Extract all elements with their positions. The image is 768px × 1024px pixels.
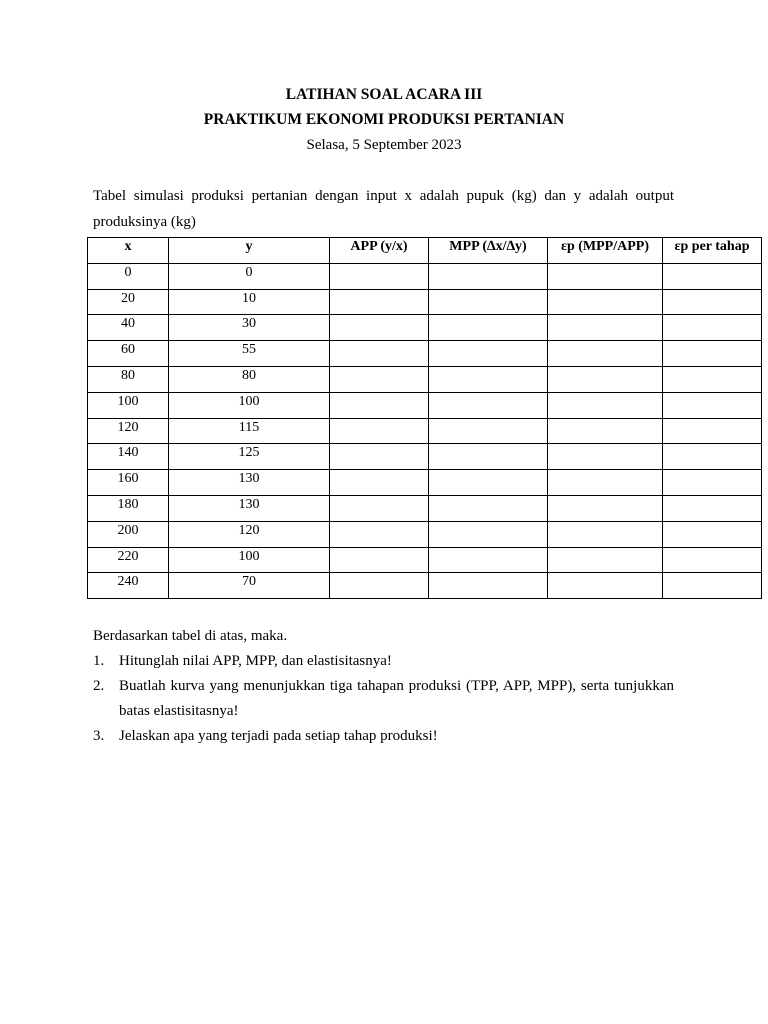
- cell-elasticity: [548, 495, 663, 521]
- cell-mpp: [429, 315, 548, 341]
- cell-elasticity: [548, 341, 663, 367]
- question-item: [93, 724, 674, 749]
- cell-y: 130: [169, 470, 330, 496]
- table-row: [88, 418, 762, 444]
- cell-x: 220: [88, 547, 169, 573]
- cell-mpp: [429, 521, 548, 547]
- cell-x: 160: [88, 470, 169, 496]
- cell-mpp: [429, 418, 548, 444]
- cell-mpp: [429, 495, 548, 521]
- header-mpp: MPP (∆x/∆y): [429, 238, 548, 264]
- table-row: [88, 366, 762, 392]
- cell-app: [330, 289, 429, 315]
- cell-elasticity: [548, 263, 663, 289]
- table-row: [88, 495, 762, 521]
- cell-y: 130: [169, 495, 330, 521]
- cell-elasticity: [548, 521, 663, 547]
- questions-section: [93, 623, 674, 749]
- cell-elasticity-per-stage: [663, 315, 762, 341]
- cell-x: 80: [88, 366, 169, 392]
- cell-app: [330, 392, 429, 418]
- table-header-row: [88, 238, 762, 264]
- cell-app: [330, 521, 429, 547]
- cell-mpp: [429, 470, 548, 496]
- cell-app: [330, 444, 429, 470]
- cell-mpp: [429, 366, 548, 392]
- cell-mpp: [429, 444, 548, 470]
- header-elasticity-per-stage: εp per tahap: [663, 238, 762, 264]
- table-row: [88, 470, 762, 496]
- cell-y: 120: [169, 521, 330, 547]
- cell-elasticity-per-stage: [663, 366, 762, 392]
- cell-elasticity-per-stage: [663, 341, 762, 367]
- cell-app: [330, 315, 429, 341]
- cell-elasticity-per-stage: [663, 495, 762, 521]
- question-number: 3.: [93, 728, 105, 744]
- document-date: Selasa, 5 September 2023: [306, 137, 462, 153]
- question-text: Hitunglah nilai APP, MPP, dan elastisitasnya!: [119, 653, 392, 669]
- cell-y: 0: [169, 263, 330, 289]
- cell-x: 20: [88, 289, 169, 315]
- header-elasticity: εp (MPP/APP): [548, 238, 663, 264]
- cell-mpp: [429, 573, 548, 599]
- cell-y: 80: [169, 366, 330, 392]
- cell-y: 30: [169, 315, 330, 341]
- question-number: 2.: [93, 678, 105, 694]
- table-row: [88, 392, 762, 418]
- cell-elasticity-per-stage: [663, 289, 762, 315]
- document-title: LATIHAN SOAL ACARA III: [285, 86, 483, 103]
- production-table: [87, 237, 762, 599]
- cell-elasticity-per-stage: [663, 392, 762, 418]
- header-y: y: [169, 238, 330, 264]
- cell-y: 55: [169, 341, 330, 367]
- cell-app: [330, 495, 429, 521]
- cell-elasticity-per-stage: [663, 521, 762, 547]
- cell-x: 0: [88, 263, 169, 289]
- cell-mpp: [429, 547, 548, 573]
- cell-elasticity: [548, 289, 663, 315]
- table-row: [88, 263, 762, 289]
- cell-elasticity-per-stage: [663, 263, 762, 289]
- cell-x: 200: [88, 521, 169, 547]
- cell-y: 10: [169, 289, 330, 315]
- cell-elasticity: [548, 418, 663, 444]
- cell-elasticity-per-stage: [663, 573, 762, 599]
- cell-app: [330, 470, 429, 496]
- question-number: 1.: [93, 653, 105, 669]
- table-row: [88, 341, 762, 367]
- cell-elasticity: [548, 444, 663, 470]
- table-body: [88, 263, 762, 598]
- cell-y: 115: [169, 418, 330, 444]
- question-text: Jelaskan apa yang terjadi pada setiap tahap produksi!: [119, 728, 438, 744]
- header-x: x: [88, 238, 169, 264]
- cell-elasticity-per-stage: [663, 444, 762, 470]
- question-item: [93, 674, 674, 724]
- cell-elasticity: [548, 573, 663, 599]
- document-subtitle: PRAKTIKUM EKONOMI PRODUKSI PERTANIAN: [203, 111, 565, 128]
- cell-app: [330, 366, 429, 392]
- cell-mpp: [429, 263, 548, 289]
- cell-x: 100: [88, 392, 169, 418]
- cell-mpp: [429, 341, 548, 367]
- table-row: [88, 289, 762, 315]
- cell-elasticity-per-stage: [663, 418, 762, 444]
- cell-elasticity-per-stage: [663, 470, 762, 496]
- cell-y: 125: [169, 444, 330, 470]
- cell-x: 40: [88, 315, 169, 341]
- question-item: [93, 649, 674, 674]
- table-row: [88, 315, 762, 341]
- cell-x: 180: [88, 495, 169, 521]
- cell-elasticity: [548, 315, 663, 341]
- cell-x: 140: [88, 444, 169, 470]
- questions-lead: Berdasarkan tabel di atas, maka.: [93, 628, 288, 644]
- table-row: [88, 573, 762, 599]
- table-row: [88, 521, 762, 547]
- cell-y: 100: [169, 392, 330, 418]
- cell-app: [330, 341, 429, 367]
- cell-elasticity: [548, 470, 663, 496]
- cell-app: [330, 573, 429, 599]
- table-row: [88, 444, 762, 470]
- cell-app: [330, 547, 429, 573]
- cell-y: 70: [169, 573, 330, 599]
- cell-x: 60: [88, 341, 169, 367]
- cell-app: [330, 263, 429, 289]
- table-row: [88, 547, 762, 573]
- cell-app: [330, 418, 429, 444]
- header-app: APP (y/x): [330, 238, 429, 264]
- cell-y: 100: [169, 547, 330, 573]
- cell-elasticity-per-stage: [663, 547, 762, 573]
- question-text: Buatlah kurva yang menunjukkan tiga tahapan produksi (TPP, APP, MPP), serta tunjukkan batas elastisitasnya!: [119, 678, 674, 719]
- cell-x: 240: [88, 573, 169, 599]
- cell-elasticity: [548, 547, 663, 573]
- cell-x: 120: [88, 418, 169, 444]
- cell-mpp: [429, 392, 548, 418]
- cell-elasticity: [548, 366, 663, 392]
- intro-paragraph: Tabel simulasi produksi pertanian dengan input x adalah pupuk (kg) dan y adalah output produksinya (kg): [93, 188, 674, 230]
- cell-mpp: [429, 289, 548, 315]
- cell-elasticity: [548, 392, 663, 418]
